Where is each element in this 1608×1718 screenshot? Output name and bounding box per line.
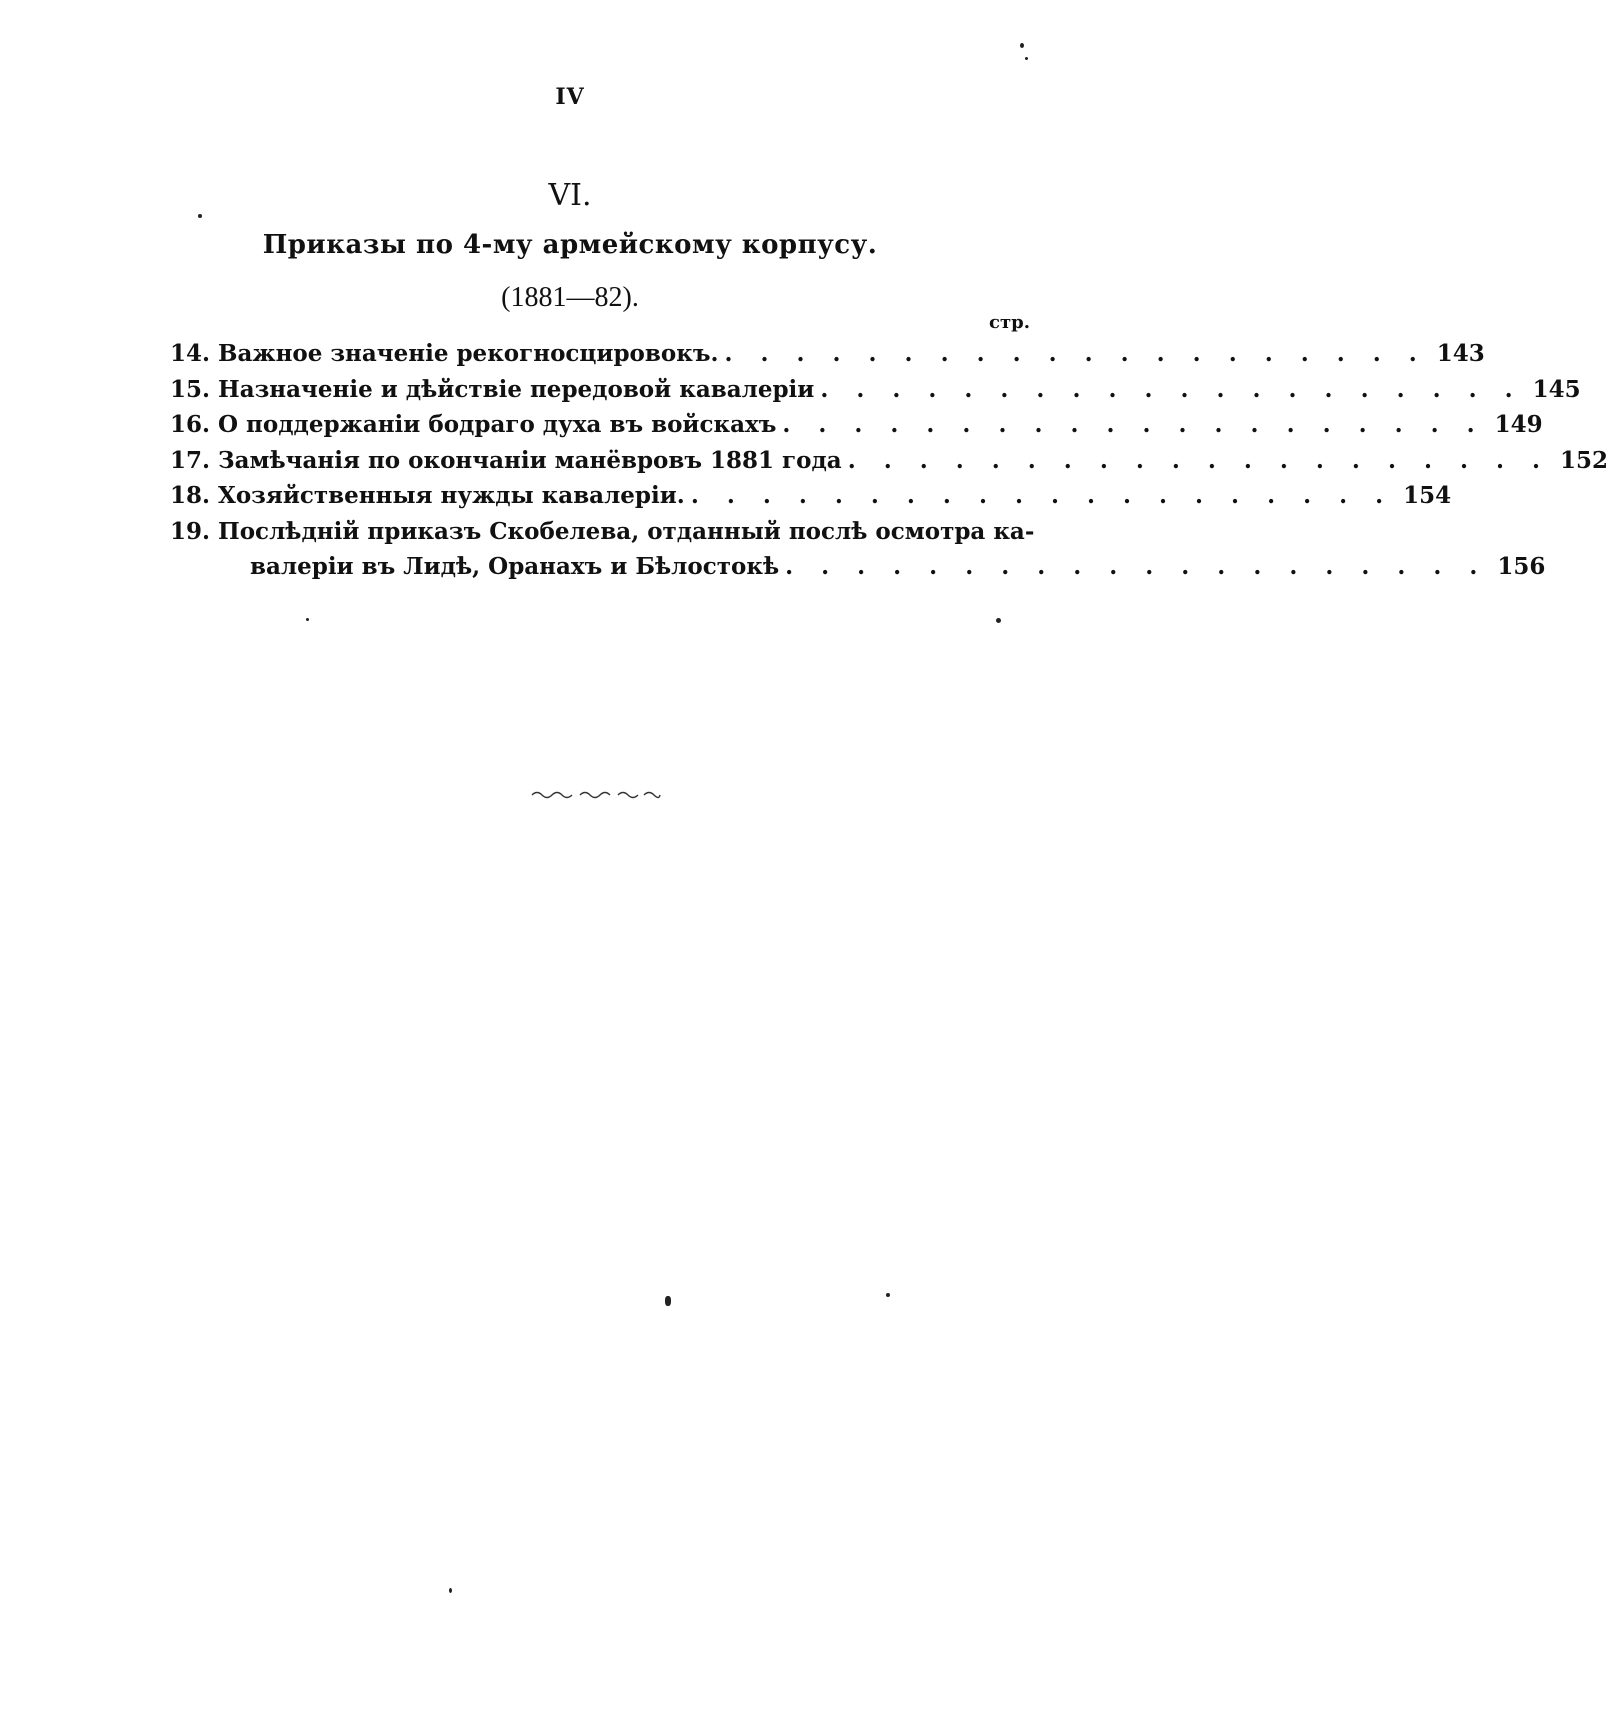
scan-speck (449, 1588, 452, 1593)
toc-entry-title: О поддержанiи бодраго духа въ войскахъ (218, 411, 777, 438)
dot-leader: . . . . . . . . . . . . . . . . . . . . (847, 446, 1551, 474)
toc-entry-body (218, 407, 1543, 443)
toc-entry-number: 15. (169, 375, 210, 403)
toc-entry (168, 407, 1543, 443)
toc-entry (168, 443, 1608, 479)
toc-entry-body (218, 478, 1452, 514)
toc-entry-title-line1: Послѣднiй приказъ Скобелева, отданный послѣ осмотра ка- (218, 517, 1035, 545)
dot-leader: . . . . . . . . . . . . . . . . . . . . (690, 482, 1394, 509)
wavy-line-ornament-icon (530, 788, 662, 802)
toc-entry-page: 149 (1494, 411, 1543, 438)
toc-entry-page: 143 (1436, 340, 1485, 367)
toc-entry (168, 336, 1485, 372)
toc-entry-page: 145 (1532, 375, 1581, 403)
dot-leader: . . . . . . . . . . . . . . . . . . . . (782, 411, 1485, 438)
dot-leader: . . . . . . . . . . . . . . . . . . . . (724, 340, 1427, 367)
toc-entry-title-line2: валерiи въ Лидѣ, Оранахъ и Бѣлостокѣ (250, 553, 780, 580)
toc-entry-number: 18. (169, 482, 210, 509)
toc-entry-number: 16. (169, 411, 210, 438)
toc-entry-page: 156 (1497, 553, 1546, 580)
toc-entry-title: Назначенiе и дѣйствiе передовой кавалерiи (218, 375, 815, 403)
dot-leader: . . . . . . . . . . . . . . . . . . . . (785, 553, 1488, 580)
toc-entry-body (218, 443, 1608, 479)
section-years: (1881—82). (501, 282, 639, 313)
toc-entry-body (218, 336, 1485, 372)
scan-speck (1020, 43, 1024, 48)
toc-entry-number: 19. (169, 517, 210, 545)
section-title: Приказы по 4-му армейскому корпусу. (262, 230, 878, 260)
toc-entry (168, 372, 1581, 408)
toc-entry-body (250, 549, 1546, 585)
toc-entry (168, 514, 1546, 585)
scan-speck (886, 1293, 890, 1297)
toc-entry-page: 154 (1403, 482, 1452, 509)
toc-entry-number: 17. (169, 446, 210, 474)
section-numeral: VI. (548, 178, 592, 213)
toc-entry-number: 14. (169, 340, 210, 367)
toc-entry-title: Замѣчанiя по окончанiи манёвровъ 1881 года (218, 446, 842, 474)
scan-speck (198, 214, 202, 218)
scan-speck (996, 618, 1001, 623)
page-number: IV (555, 84, 585, 110)
toc-entry-title: Хозяйственныя нужды кавалерiи. (218, 482, 685, 509)
dot-leader: . . . . . . . . . . . . . . . . . . . . (820, 375, 1523, 403)
toc-entry (168, 478, 1452, 514)
scan-speck (1025, 57, 1028, 60)
toc-entry-page: 152 (1560, 446, 1608, 474)
toc-entry-title: Важное значенiе рекогносцировокъ. (218, 340, 719, 367)
page-column-label: стр. (989, 312, 1030, 333)
scan-speck (306, 618, 309, 621)
toc-entry-body (218, 372, 1581, 408)
scan-speck (665, 1296, 671, 1306)
table-of-contents (168, 336, 1608, 585)
